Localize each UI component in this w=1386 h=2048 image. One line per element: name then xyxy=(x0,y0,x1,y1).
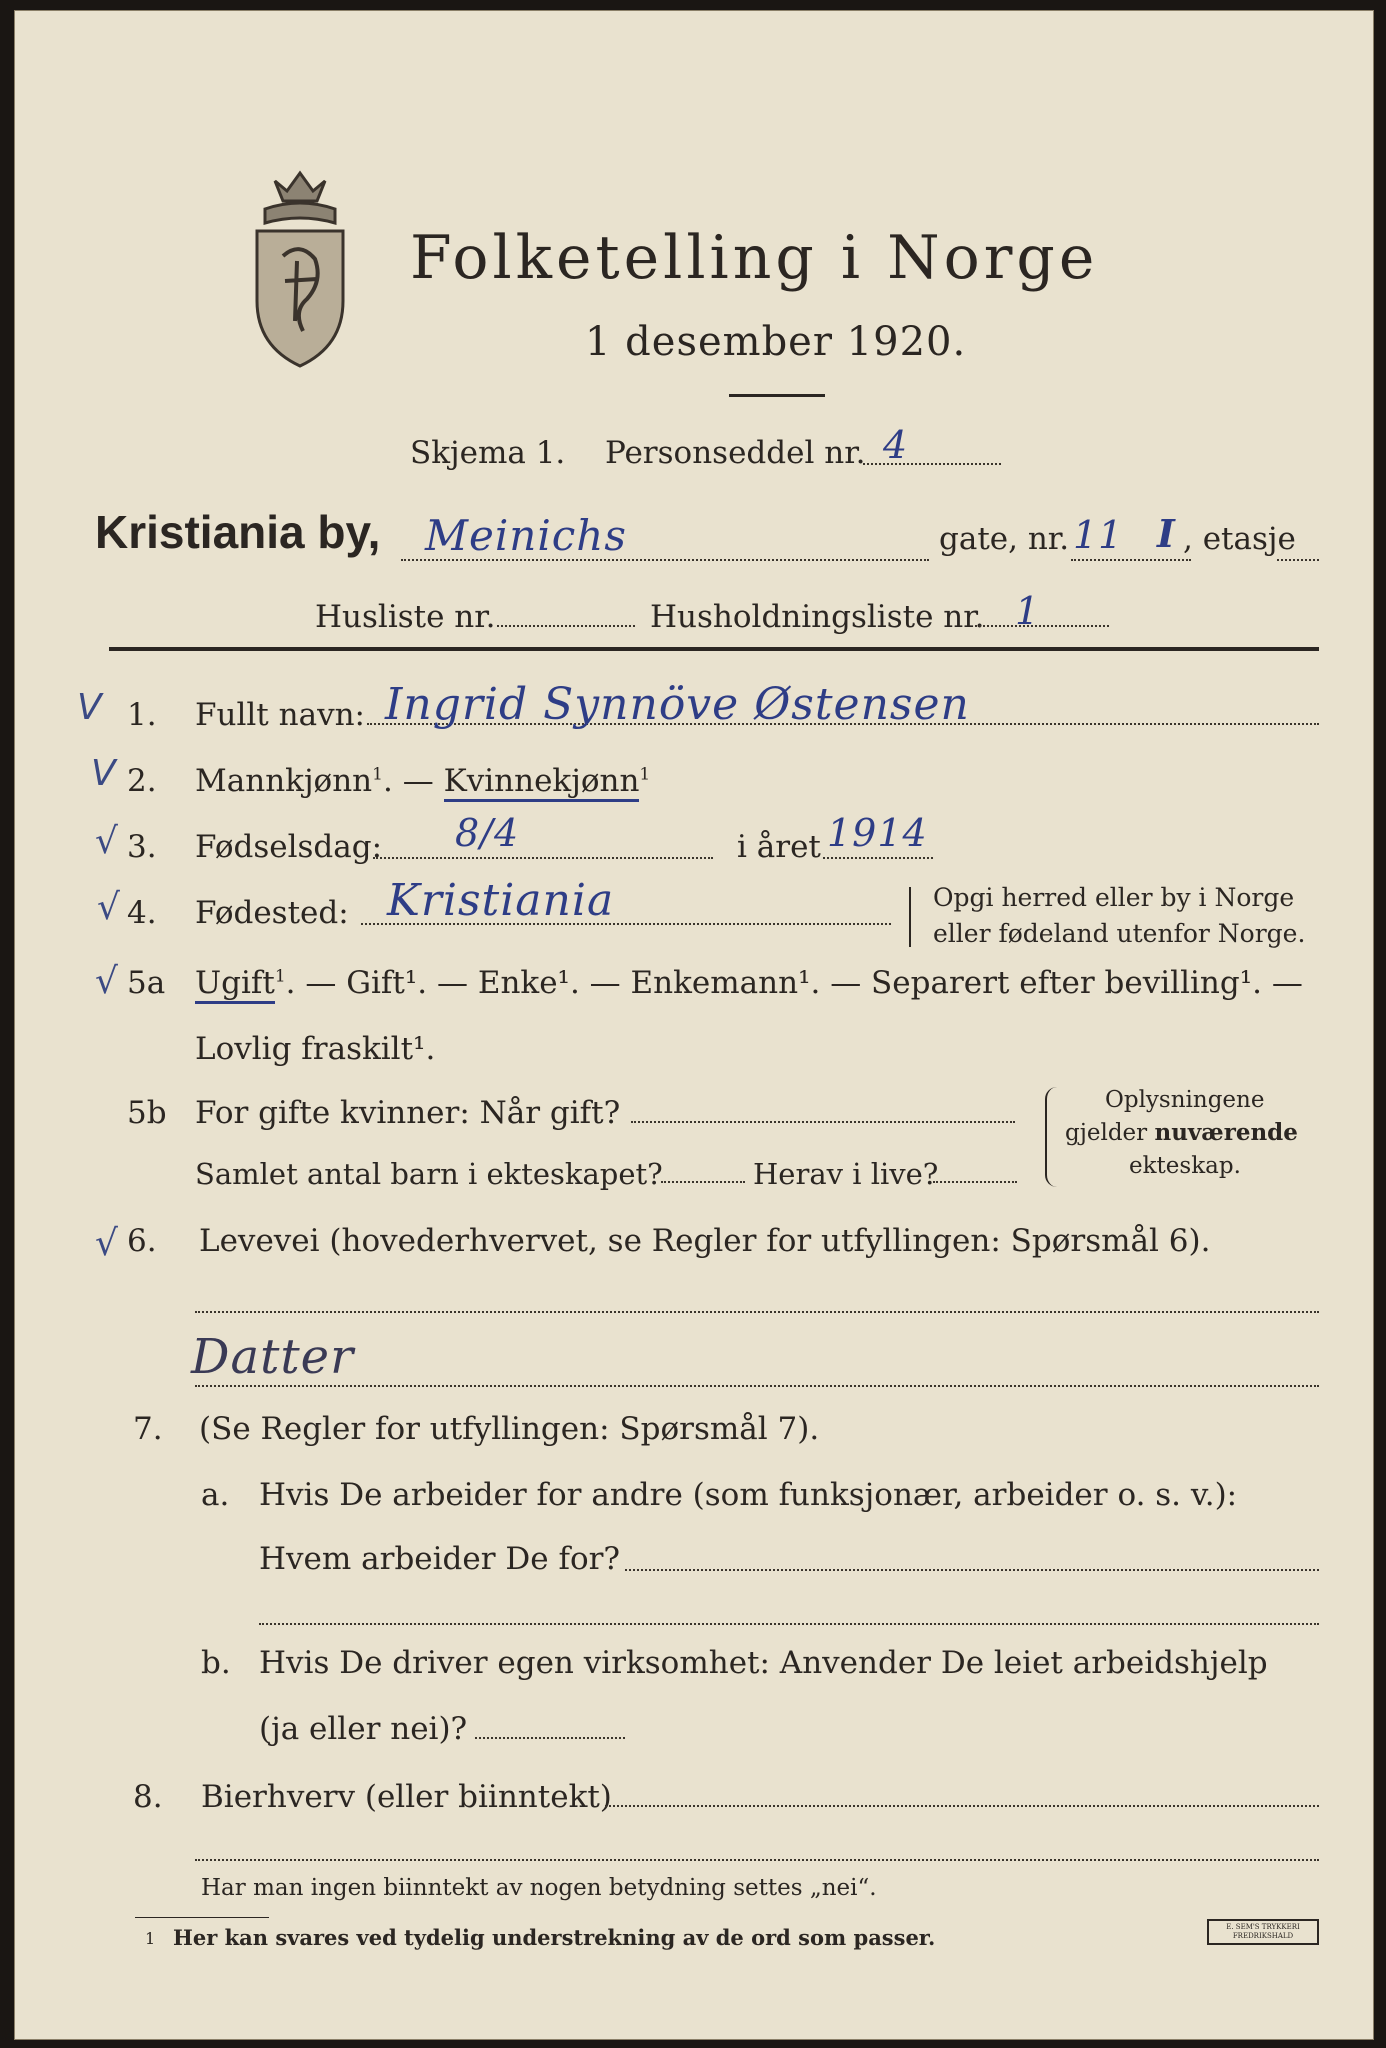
floor-value: I xyxy=(1157,511,1176,556)
birth-year-label: i året xyxy=(737,829,821,865)
q8-number: 8. xyxy=(133,1779,163,1815)
check-mark-1: V xyxy=(77,687,102,728)
q7a-letter: a. xyxy=(201,1477,230,1513)
birthplace-note-1: Opgi herred eller by i Norge xyxy=(933,883,1295,912)
q4-number: 4. xyxy=(127,895,157,931)
coat-of-arms-icon xyxy=(245,161,355,371)
full-name-value: Ingrid Synnöve Østensen xyxy=(385,679,970,730)
q3-label: Fødselsdag: xyxy=(195,829,383,865)
husholdning-value: 1 xyxy=(1015,589,1041,633)
husliste-label: Husliste nr. xyxy=(315,599,496,635)
house-number-field[interactable] xyxy=(1071,559,1191,561)
children-count-field[interactable] xyxy=(661,1181,745,1183)
check-mark-6: √ xyxy=(95,1223,118,1264)
hired-help-field[interactable] xyxy=(475,1737,625,1739)
marriage-note-brace xyxy=(1045,1087,1057,1187)
birth-year-field[interactable] xyxy=(823,857,933,859)
husliste-field[interactable] xyxy=(497,625,635,627)
birthplace-note-brace xyxy=(909,887,917,947)
footnote-number: 1 xyxy=(145,1929,156,1948)
printer-stamp: E. SEM'S TRYKKERI FREDRIKSHALD xyxy=(1207,1919,1319,1945)
marital-options: Ugift$^1$. — Gift¹. — Enke¹. — Enkemann¹. — Separert efter bevilling¹. — xyxy=(195,965,1303,1001)
q7b-line1: Hvis De driver egen virksomhet: Anvender De leiet arbeidshjelp xyxy=(259,1645,1268,1681)
marital-options-rest[interactable]: . — Gift¹. — Enke¹. — Enkemann¹. — Separert efter bevilling¹. — xyxy=(285,965,1303,1001)
q5a-number: 5a xyxy=(127,965,166,1001)
house-number-value: 11 xyxy=(1073,513,1124,557)
schema-label: Skjema 1. xyxy=(410,435,566,471)
q2-number: 2. xyxy=(127,763,157,799)
side-income-field-1[interactable] xyxy=(605,1805,1319,1807)
q7a-line2: Hvem arbeider De for? xyxy=(259,1541,621,1577)
children-count-label: Samlet antal barn i ekteskapet? xyxy=(195,1157,663,1191)
q5b-number: 5b xyxy=(127,1095,167,1131)
birth-year-value: 1914 xyxy=(827,811,928,855)
q1-label: Fullt navn: xyxy=(195,697,365,733)
marriage-note-3: ekteskap. xyxy=(1129,1153,1241,1179)
q7b-line2: (ja eller nei)? xyxy=(259,1711,468,1747)
check-mark-4: √ xyxy=(97,887,120,928)
ugift-option[interactable]: Ugift xyxy=(195,965,275,1004)
q6-number: 6. xyxy=(127,1223,157,1259)
footnote-rule xyxy=(135,1917,269,1918)
occupation-value: Datter xyxy=(191,1329,355,1385)
header-rule xyxy=(109,647,1319,651)
side-income-field-2[interactable] xyxy=(195,1859,1319,1861)
birthday-value: 8/4 xyxy=(455,811,520,855)
form-title: Folketelling i Norge xyxy=(410,223,1099,293)
q7b-letter: b. xyxy=(201,1645,231,1681)
census-date: 1 desember 1920. xyxy=(585,319,967,365)
q7-number: 7. xyxy=(133,1411,163,1447)
female-option[interactable]: Kvinnekjønn xyxy=(444,763,640,802)
husholdning-label: Husholdningsliste nr. xyxy=(650,599,985,635)
etasje-field[interactable] xyxy=(1277,559,1319,561)
personseddel-value: 4 xyxy=(883,423,909,467)
birthplace-value: Kristiania xyxy=(387,875,615,926)
q4-label: Fødested: xyxy=(195,895,349,931)
etasje-label: , etasje xyxy=(1183,521,1296,557)
birthplace-note-2: eller fødeland utenfor Norge. xyxy=(933,919,1306,948)
husholdning-field[interactable] xyxy=(975,625,1109,627)
title-divider xyxy=(729,394,825,397)
q3-number: 3. xyxy=(127,829,157,865)
q7a-line1: Hvis De arbeider for andre (som funksjonær, arbeider o. s. v.): xyxy=(259,1477,1238,1513)
occupation-field-1[interactable] xyxy=(195,1311,1319,1313)
census-form xyxy=(14,10,1374,2040)
check-mark-2: V xyxy=(91,753,116,794)
lovlig-fraskilt-option[interactable]: Lovlig fraskilt¹. xyxy=(195,1031,436,1067)
footnote-text: Her kan svares ved tydelig understrekning av de ord som passer. xyxy=(173,1925,936,1950)
check-mark-3: √ xyxy=(95,821,118,862)
employer-field-2[interactable] xyxy=(259,1623,1319,1625)
city-label: Kristiania by, xyxy=(95,506,381,558)
occupation-field-2[interactable] xyxy=(195,1385,1319,1387)
marriage-note-1: Oplysningene xyxy=(1105,1087,1265,1113)
male-option[interactable]: Mannkjønn xyxy=(195,763,373,799)
q6-label: Levevei (hovederhvervet, se Regler for utfyllingen: Spørsmål 6). xyxy=(199,1223,1211,1259)
personseddel-label: Personseddel nr. xyxy=(605,435,866,471)
q1-number: 1. xyxy=(127,697,157,733)
employer-field-1[interactable] xyxy=(625,1569,1319,1571)
married-when-label: For gifte kvinner: Når gift? xyxy=(195,1095,621,1131)
marriage-note-2: gjelder nuværende xyxy=(1065,1119,1298,1146)
gate-label: gate, nr. xyxy=(939,521,1070,557)
street-value: Meinichs xyxy=(425,511,627,560)
gender-options: Mannkjønn$^1$. — Kvinnekjønn$^1$ xyxy=(195,763,650,799)
q8-label: Bierhverv (eller biinntekt) xyxy=(201,1779,612,1815)
gender-separator: . — xyxy=(382,763,434,799)
children-alive-field[interactable] xyxy=(933,1181,1017,1183)
children-alive-label: Herav i live? xyxy=(753,1157,939,1191)
side-income-note: Har man ingen biinntekt av nogen betydning settes „nei“. xyxy=(201,1875,877,1901)
check-mark-5a: √ xyxy=(95,961,118,1002)
birthday-field[interactable] xyxy=(373,857,713,859)
married-when-field[interactable] xyxy=(631,1121,1015,1123)
q7-label: (Se Regler for utfyllingen: Spørsmål 7). xyxy=(199,1411,820,1447)
